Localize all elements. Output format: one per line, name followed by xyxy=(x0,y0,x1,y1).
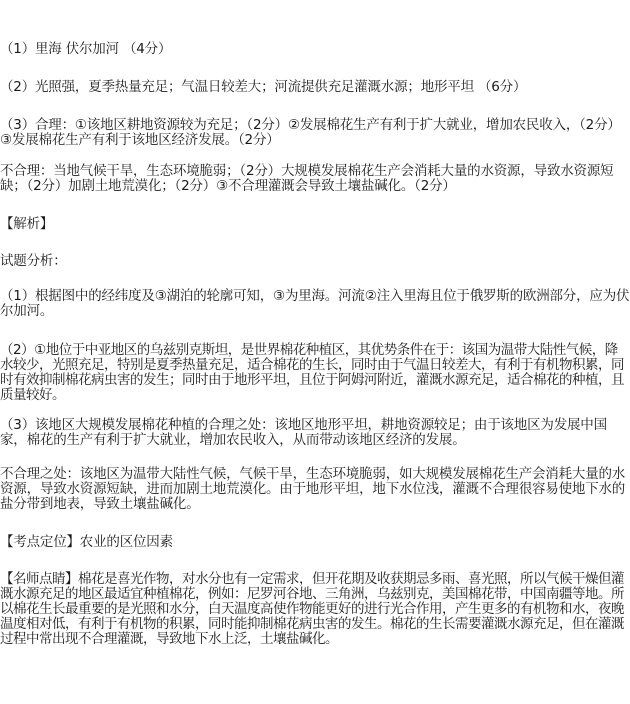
analysis-part-1: （1）根据图中的经纬度及③湖泊的轮廓可知，③为里海。河流②注入里海且位于俄罗斯的欧洲部分，应为伏尔加河。 xyxy=(0,288,630,319)
answer-part-1: （1）里海 伏尔加河 （4分） xyxy=(0,41,172,57)
analysis-part-3: （3）该地区大规模发展棉花种植的合理之处：该地区地形平坦，耕地资源较足；由于该地区为发展中国家，棉花的生产有利于扩大就业，增加农民收入，从而带动该地区经济的发展。 xyxy=(0,417,607,448)
analysis-intro: 试题分析： xyxy=(0,253,67,269)
answer-part-3-unreasonable: 不合理：当地气候干旱，生态环境脆弱；（2分）大规模发展棉花生产会消耗大量的水资源，导致水资源短缺；（2分）加剧土地荒漠化；（2分）③不合理灌溉会导致土壤盐碱化。（2分） xyxy=(0,163,614,194)
analysis-heading: 【解析】 xyxy=(0,216,54,232)
analysis-part-3-unreasonable: 不合理之处：该地区为温带大陆性气候，气候干旱，生态环境脆弱，如大规模发展棉花生产会消耗大量的水资源，导致水资源短缺，进而加剧土地荒漠化。由于地形平坦，地下水位浅，灌溉不合理很容易使地下水的盐分带到地表，导致土壤盐碱化。 xyxy=(0,466,626,512)
mingshi-dianjing: 【名师点睛】棉花是喜光作物，对水分也有一定需求，但开花期及收获期忌多雨、喜光照，所以气候干燥但灌溉水源充足的地区最适宜种植棉花，例如：尼罗河谷地、三角洲，乌兹别克，美国棉花带，中国南疆等地。所以棉花生长最重要的是光照和水分，白天温度高使作物能更好的进行光合作用，产生更多的有机物和水，夜晚温度相对低，有利于有机物的积累，同时能抑制棉花病虫害的发生。棉花的生长需要灌溉水源充足，但在灌溉过程中常出现不合理灌溉，导致地下水上泛，土壤盐碱化。 xyxy=(0,571,624,647)
kaodian-label: 【考点定位】农业的区位因素 xyxy=(0,534,173,550)
answer-part-3: （3）合理：①该地区耕地资源较为充足；（2分）②发展棉花生产有利于扩大就业，增加农民收入，（2分）③发展棉花生产有利于该地区经济发展。（2分） xyxy=(0,117,621,148)
answer-part-2: （2）光照强，夏季热量充足；气温日较差大；河流提供充足灌溉水源；地形平坦 （6分） xyxy=(0,79,527,95)
analysis-part-2: （2）①地位于中亚地区的乌兹别克斯坦，是世界棉花种植区，其优势条件在于：该国为温带大陆性气候，降水较少，光照充足，特别是夏季热量充足，适合棉花的生长，同时由于气温日较差大，有利于有机物积累，同时有效抑制棉花病虫害的发生；同时由于地形平坦，且位于阿姆河附近，灌溉水源充足，适合棉花的种植，且质量较好。 xyxy=(0,342,624,403)
